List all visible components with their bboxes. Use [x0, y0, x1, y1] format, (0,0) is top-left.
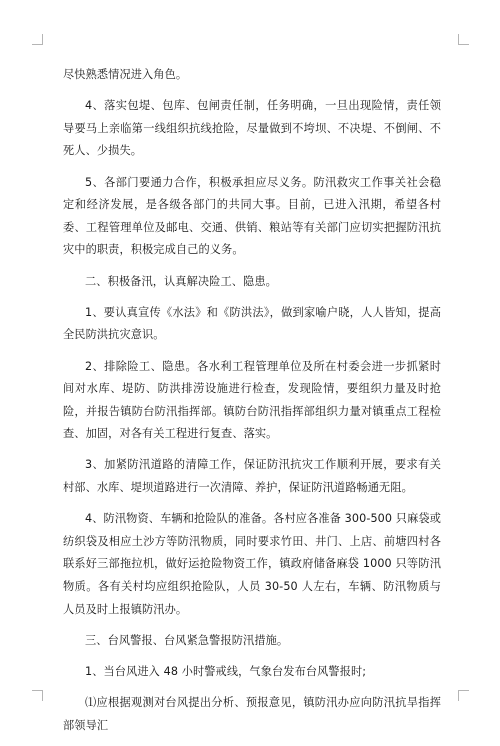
- page-corner-mark-top-right: [458, 34, 469, 45]
- paragraph: ⑴应根据观测对台风提出分析、预报意见，镇防汛办应向防汛抗旱指挥部领导汇: [63, 696, 441, 732]
- page-corner-mark-top-left: [32, 34, 43, 45]
- document-body: [63, 64, 441, 746]
- paragraph: 1、当台风进入 48 小时警戒线，气象台发布台风警报时;: [85, 665, 367, 678]
- page-corner-mark-bottom-left: [32, 690, 43, 701]
- section-heading: 二、积极备汛，认真解决险工、隐患。: [85, 274, 277, 288]
- paragraph: 尽快熟悉情况进入角色。: [63, 68, 188, 81]
- section-heading: 三、台风警报、台风紧急警报防汛措施。: [85, 633, 289, 647]
- paragraph: 1、要认真宣传《水法》和《防洪法》，做到家喻户晓，人人皆知，提高全民防洪抗灾意识。: [63, 305, 441, 342]
- paragraph: 2、排除险工、隐患。各水利工程管理单位及所在村委会进一步抓紧时间对水库、堤防、防洪排涝设施进行检查，发现险情，要组织力量及时抢险，并报告镇防台防汛指挥部。镇防台防汛指挥部组织力量对镇重点工程检查、加固，对各有关工程进行复查、落实。: [63, 359, 441, 441]
- page-corner-mark-bottom-right: [458, 690, 469, 701]
- paragraph: 4、防汛物资、车辆和抢险队的准备。各村应各准备 300-500 只麻袋或纺织袋及相应土沙方等防汛物质，同时要求竹田、井门、上店、前塘四村各联系好三部拖拉机，做好运抢险物资工作，镇政府储备麻袋 1000 只等防汛物质。各有关村均应组织抢险队，人员 30-50 人左右，车辆、防汛物质与人员及时上报镇防汛办。: [63, 512, 441, 616]
- paragraph: 4、落实包堤、包库、包闸责任制，任务明确，一旦出现险情，责任领导要马上亲临第一线组织抗线抢险，尽量做到不垮坝、不决堤、不倒闸、不死人、少损失。: [63, 99, 441, 158]
- paragraph: 5、各部门要通力合作，积极承担应尽义务。防汛救灾工作事关社会稳定和经济发展，是各级各部门的共同大事。目前，已进入汛期，希望各村委、工程管理单位及邮电、交通、供销、粮站等有关部门应切实把握防汛抗灾中的职责，积极完成自己的义务。: [63, 175, 441, 257]
- paragraph: 3、加紧防汛道路的清障工作，保证防汛抗灾工作顺利开展，要求有关村部、水库、堤坝道路进行一次清障、养护，保证防汛道路畅通无阻。: [63, 458, 441, 495]
